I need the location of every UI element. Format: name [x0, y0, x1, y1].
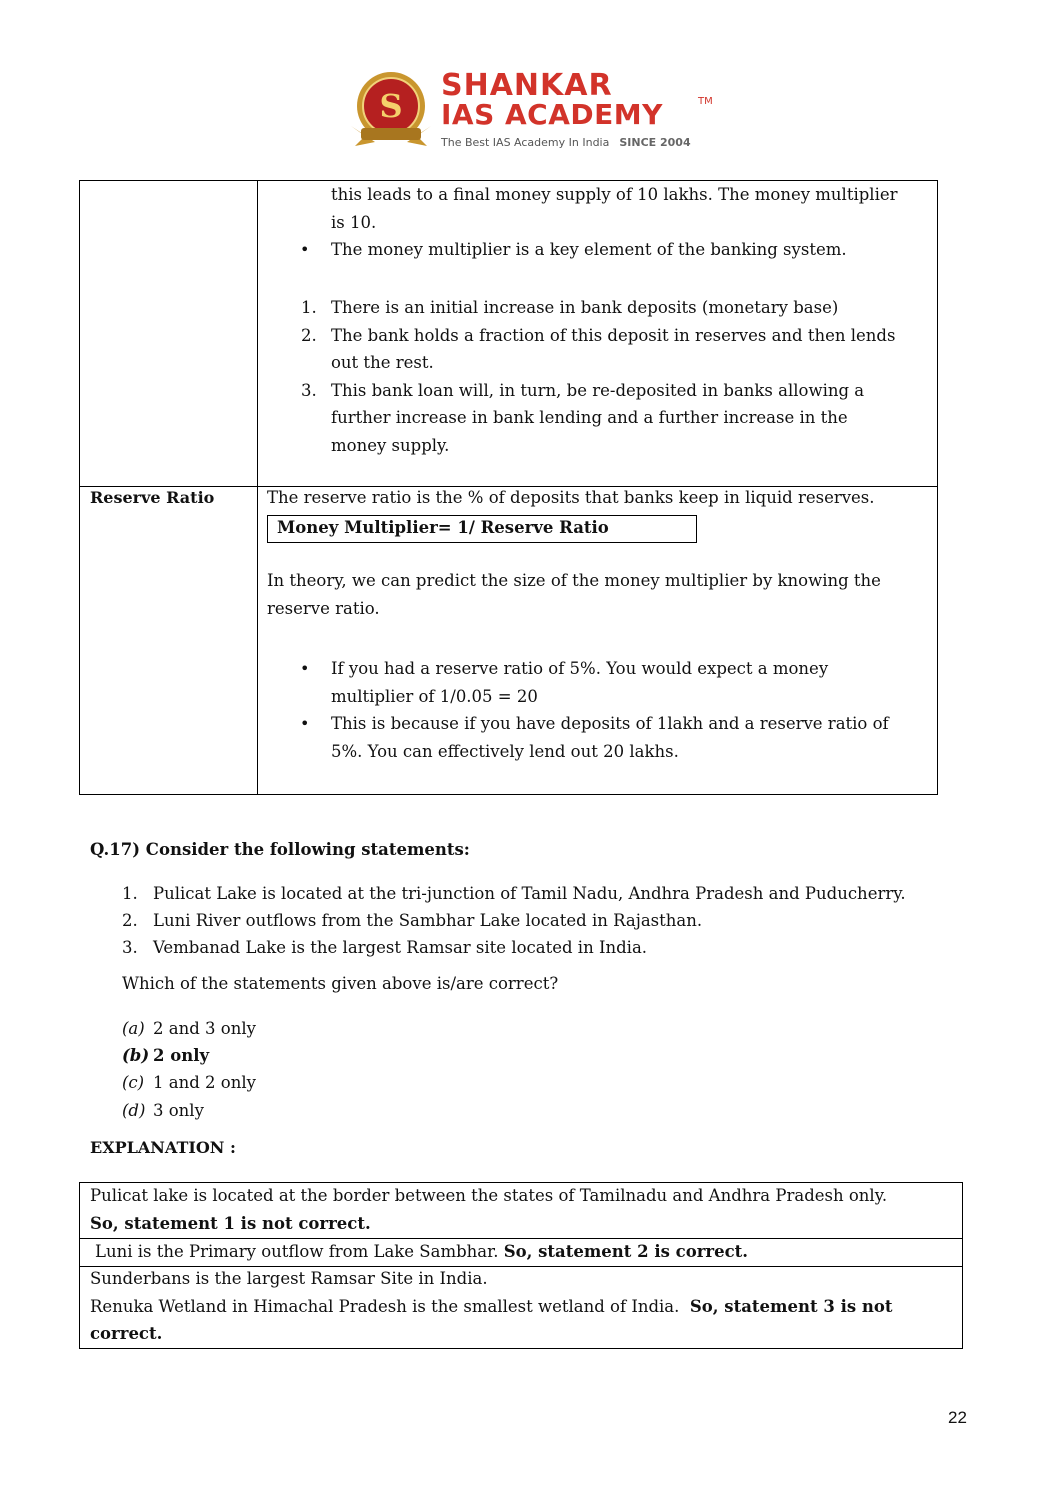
svg-text:S: S — [379, 87, 403, 125]
question-heading: Q.17) Consider the following statements: — [90, 840, 470, 859]
bullet-item: • The money multiplier is a key element of the banking system. — [300, 240, 847, 259]
formula-box: Money Multiplier= 1/ Reserve Ratio — [267, 515, 697, 543]
statement3-explanation: Sunderbans is the largest Ramsar Site in India. Renuka Wetland in Himachal Pradesh is the smallest wetland of India. So, statement 3 is not correct. — [90, 1269, 893, 1343]
brand-name-line2: IAS ACADEMY — [441, 98, 663, 131]
statement-item: 3. Vembanad Lake is the largest Ramsar site located in India. — [122, 938, 648, 957]
option-d: (d) 3 only — [122, 1101, 204, 1120]
theory-paragraph: In theory, we can predict the size of the money multiplier by knowing the reserve ratio. — [267, 571, 881, 618]
trademark: TM — [698, 96, 713, 107]
explanation-heading: EXPLANATION : — [90, 1138, 236, 1157]
continued-line: this leads to a final money supply of 10 lakhs. The money multiplier — [331, 185, 898, 204]
money-multiplier-table — [79, 180, 938, 795]
step-item: 3. This bank loan will, in turn, be re-deposited in banks allowing a further increase in bank lending and a further increase in the money supply. — [301, 380, 865, 455]
continued-line: is 10. — [331, 212, 377, 232]
step-item: 1. There is an initial increase in bank deposits (monetary base) — [301, 298, 839, 317]
step-item: 2. The bank holds a fraction of this deposit in reserves and then lends out the rest. — [301, 325, 896, 372]
option-b-answer: (b) 2 only — [122, 1046, 210, 1065]
seal-icon — [345, 66, 437, 158]
statement-item: 2. Luni River outflows from the Sambhar Lake located in Rajasthan. — [122, 911, 703, 930]
bullet-item: • If you had a reserve ratio of 5%. You would expect a money multiplier of 1/0.05 = 20 — [300, 659, 829, 706]
reserve-ratio-definition: The reserve ratio is the % of deposits that banks keep in liquid reserves. — [267, 488, 875, 507]
page-number: 22 — [948, 1408, 967, 1427]
step-list — [267, 294, 932, 459]
statement1-explanation: Pulicat lake is located at the border between the states of Tamilnadu and Andhra Pradesh only. So, statement 1 is not correct. — [90, 1186, 888, 1233]
question-prompt: Which of the statements given above is/are correct? — [122, 974, 559, 993]
academy-logo — [345, 66, 725, 158]
reserve-bullets — [267, 655, 932, 765]
statement-item: 1. Pulicat Lake is located at the tri-junction of Tamil Nadu, Andhra Pradesh and Puducherry. — [122, 884, 906, 903]
bullet-item: • This is because if you have deposits of 1lakh and a reserve ratio of 5%. You can effectively lend out 20 lakhs. — [300, 714, 889, 761]
explanation-table — [79, 1182, 963, 1349]
row-label-reserve-ratio: Reserve Ratio — [90, 488, 215, 507]
option-c: (c) 1 and 2 only — [122, 1073, 256, 1092]
brand-name-line1: SHANKAR — [441, 68, 613, 103]
option-a: (a) 2 and 3 only — [122, 1019, 256, 1038]
statement2-explanation: Luni is the Primary outflow from Lake Sambhar. So, statement 2 is correct. — [95, 1242, 749, 1261]
tagline: The Best IAS Academy In India SINCE 2004 — [441, 136, 691, 149]
